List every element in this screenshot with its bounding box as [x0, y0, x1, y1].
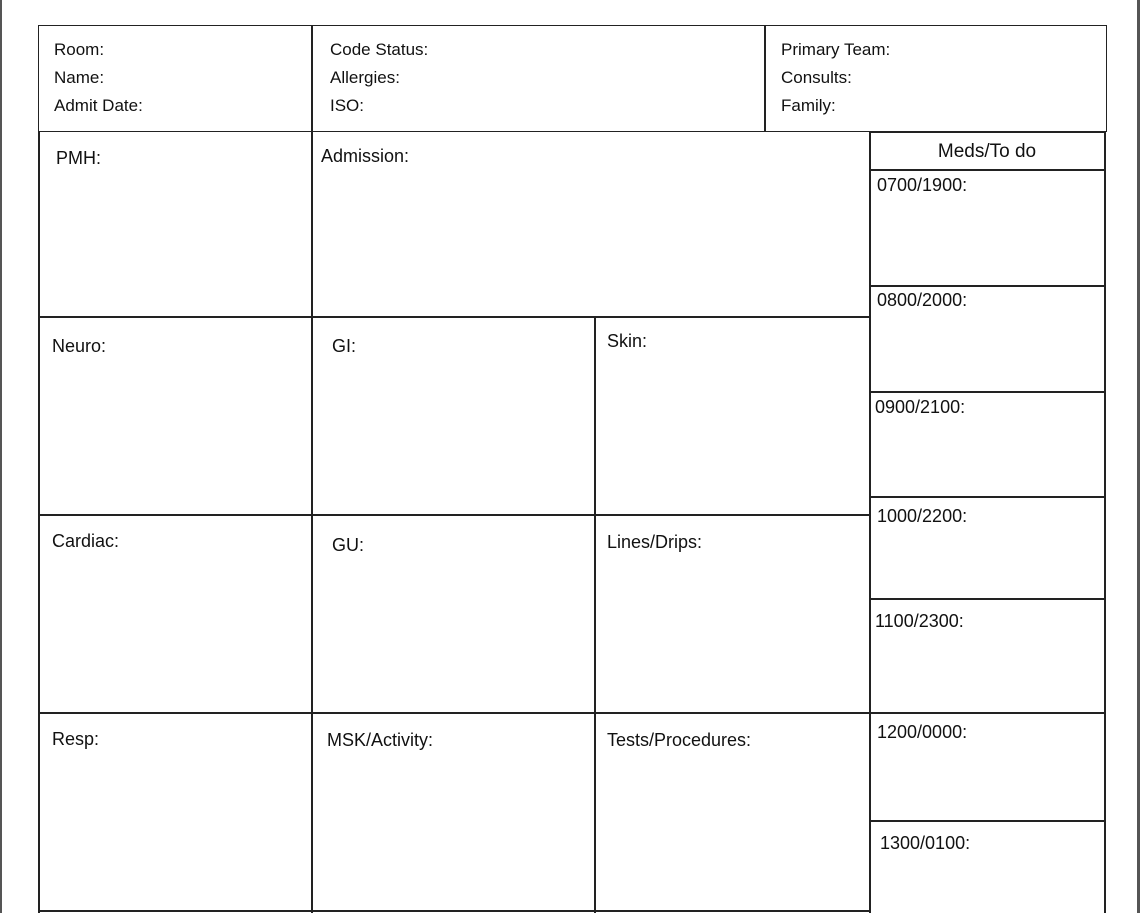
bottom-border [38, 910, 870, 912]
skin-label: Skin: [607, 331, 648, 351]
row-divider-1 [38, 316, 870, 318]
med-time-1200: 1200/0000: [877, 722, 968, 742]
main-col-divider-2 [594, 316, 596, 913]
med-divider-5 [869, 712, 1106, 714]
lines-drips-label: Lines/Drips: [607, 532, 703, 552]
header-middle-fields [330, 36, 428, 120]
admission-label: Admission: [321, 146, 410, 166]
primary-team-label: Primary Team: [781, 40, 891, 59]
code-status-label: Code Status: [330, 40, 429, 59]
consults-label: Consults: [781, 68, 852, 87]
msk-activity-label: MSK/Activity: [327, 730, 434, 750]
med-divider-6 [869, 820, 1106, 822]
main-left-border [38, 131, 40, 913]
med-divider-1 [869, 285, 1106, 287]
med-divider-2 [869, 391, 1106, 393]
med-time-0700: 0700/1900: [877, 175, 968, 195]
med-time-0900: 0900/2100: [875, 397, 966, 417]
allergies-label: Allergies: [330, 68, 400, 87]
gi-label: GI: [332, 336, 357, 356]
header-right-fields [781, 36, 890, 120]
meds-right-border [1104, 131, 1106, 913]
gu-label: GU: [332, 535, 365, 555]
med-time-1300: 1300/0100: [880, 833, 971, 853]
meds-title-divider [869, 169, 1106, 171]
neuro-label: Neuro: [52, 336, 107, 356]
meds-top-border [869, 131, 1106, 133]
main-col-divider-1 [311, 131, 313, 913]
resp-label: Resp: [52, 729, 100, 749]
family-label: Family: [781, 96, 836, 115]
iso-label: ISO: [330, 96, 365, 115]
header-box [38, 25, 1107, 132]
med-time-1000: 1000/2200: [877, 506, 968, 526]
header-divider-1 [311, 25, 313, 132]
med-time-0800: 0800/2000: [877, 290, 968, 310]
med-divider-3 [869, 496, 1106, 498]
header-divider-2 [764, 25, 766, 132]
row-divider-3 [38, 712, 870, 714]
name-label: Name: [54, 68, 105, 87]
admit-date-label: Admit Date: [54, 96, 143, 115]
row-divider-2 [38, 514, 870, 516]
header-left-fields [54, 36, 143, 120]
med-time-1100: 1100/2300: [875, 611, 964, 631]
main-col-divider-3 [869, 131, 871, 913]
room-label: Room: [54, 40, 105, 59]
meds-title: Meds/To do [937, 141, 1037, 162]
cardiac-label: Cardiac: [52, 531, 120, 551]
pmh-label: PMH: [56, 148, 101, 168]
med-divider-4 [869, 598, 1106, 600]
page-left-edge [0, 0, 2, 913]
tests-procedures-label: Tests/Procedures: [607, 730, 752, 750]
